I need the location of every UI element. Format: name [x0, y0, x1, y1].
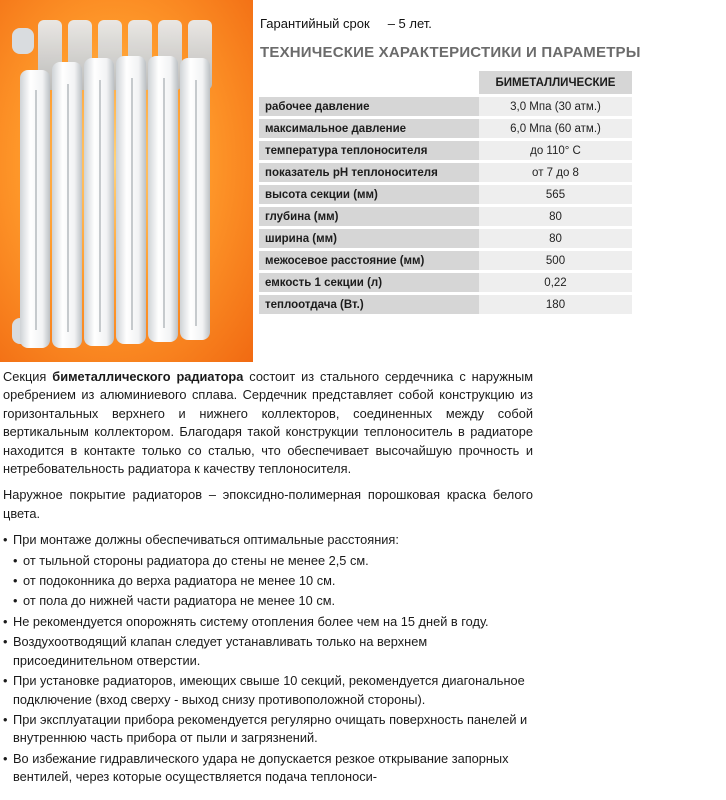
- spec-value: 3,0 Мпа (30 атм.): [479, 97, 632, 116]
- list-item: • При эксплуатации прибора рекомендуется регулярно очищать поверхность панелей и внутреннюю часть прибора от пыли и загрязнений.: [3, 711, 533, 748]
- warranty-label: Гарантийный срок: [260, 16, 370, 31]
- table-row: [259, 207, 632, 226]
- spec-label: высота секции (мм): [259, 185, 479, 204]
- list-item: • Не рекомендуется опорожнять систему отопления более чем на 15 дней в году.: [3, 613, 533, 631]
- table-row: [259, 163, 632, 182]
- specs-table: [259, 68, 632, 317]
- list-item-sub: • от пола до нижней части радиатора не менее 10 см.: [3, 592, 533, 610]
- spec-value: 6,0 Мпа (60 атм.): [479, 119, 632, 138]
- p1-start: Секция: [3, 369, 53, 384]
- specs-header-blank: [259, 71, 479, 94]
- table-row: [259, 119, 632, 138]
- description-paragraph-1: [3, 368, 533, 478]
- list-item-sub: • от тыльной стороны радиатора до стены не менее 2,5 см.: [3, 552, 533, 570]
- specs-column-header: БИМЕТАЛЛИЧЕСКИЕ: [479, 71, 632, 94]
- p1-bold: биметаллического радиатора: [52, 369, 244, 384]
- table-row: [259, 295, 632, 314]
- spec-value: 500: [479, 251, 632, 270]
- list-item: • Во избежание гидравлического удара не допускается резкое открывание запорных вентилей, через которые осуществляется подача теплоноси-: [3, 750, 533, 787]
- spec-value: 180: [479, 295, 632, 314]
- p1-rest: состоит из стального сердечника с наружным оребрением из алюминиевого сплава. Сердечник представляет собой конструкцию из горизонтальных верхнего и нижнего коллекторов, соединенных между собой вертикальным коллектором. Благодаря такой конструкции теплоноситель в радиаторе находится в контакте только со сталью, что обеспечивает высочайшую прочность и нетребовательность радиатора к качеству теплоносителя.: [3, 369, 533, 477]
- spec-value: до 110° С: [479, 141, 632, 160]
- list-item-sub: • от подоконника до верха радиатора не менее 10 см.: [3, 572, 533, 590]
- radiator-illustration: [0, 0, 253, 362]
- list-item: • При установке радиаторов, имеющих свыше 10 секций, рекомендуется диагональное подключение (вход сверху - выход снизу противоположной стороны).: [3, 672, 533, 709]
- specs-header-row: [259, 71, 632, 94]
- specs-title: ТЕХНИЧЕСКИЕ ХАРАКТЕРИСТИКИ И ПАРАМЕТРЫ: [260, 44, 641, 61]
- description-paragraph-2: Наружное покрытие радиаторов – эпоксидно-полимерная порошковая краска белого цвета.: [3, 487, 533, 521]
- description-block: [3, 368, 533, 789]
- table-row: [259, 141, 632, 160]
- warranty-line: [260, 16, 432, 31]
- table-row: [259, 185, 632, 204]
- spec-label: емкость 1 секции (л): [259, 273, 479, 292]
- list-item: • При монтаже должны обеспечиваться оптимальные расстояния:: [3, 531, 533, 549]
- recommendations-list: [3, 531, 533, 786]
- warranty-value: – 5 лет.: [387, 16, 432, 31]
- list-item: • Воздухоотводящий клапан следует устанавливать только на верхнем присоединительном отверстии.: [3, 633, 533, 670]
- spec-value: 0,22: [479, 273, 632, 292]
- table-row: [259, 273, 632, 292]
- spec-label: глубина (мм): [259, 207, 479, 226]
- spec-label: максимальное давление: [259, 119, 479, 138]
- spec-label: рабочее давление: [259, 97, 479, 116]
- spec-value: от 7 до 8: [479, 163, 632, 182]
- table-row: [259, 229, 632, 248]
- spec-label: теплоотдача (Вт.): [259, 295, 479, 314]
- spec-value: 80: [479, 207, 632, 226]
- spec-label: ширина (мм): [259, 229, 479, 248]
- table-row: [259, 97, 632, 116]
- spec-label: межосевое расстояние (мм): [259, 251, 479, 270]
- spec-label: показатель pH теплоносителя: [259, 163, 479, 182]
- table-row: [259, 251, 632, 270]
- spec-value: 565: [479, 185, 632, 204]
- radiator-photo: [0, 0, 253, 362]
- spec-value: 80: [479, 229, 632, 248]
- spec-label: температура теплоносителя: [259, 141, 479, 160]
